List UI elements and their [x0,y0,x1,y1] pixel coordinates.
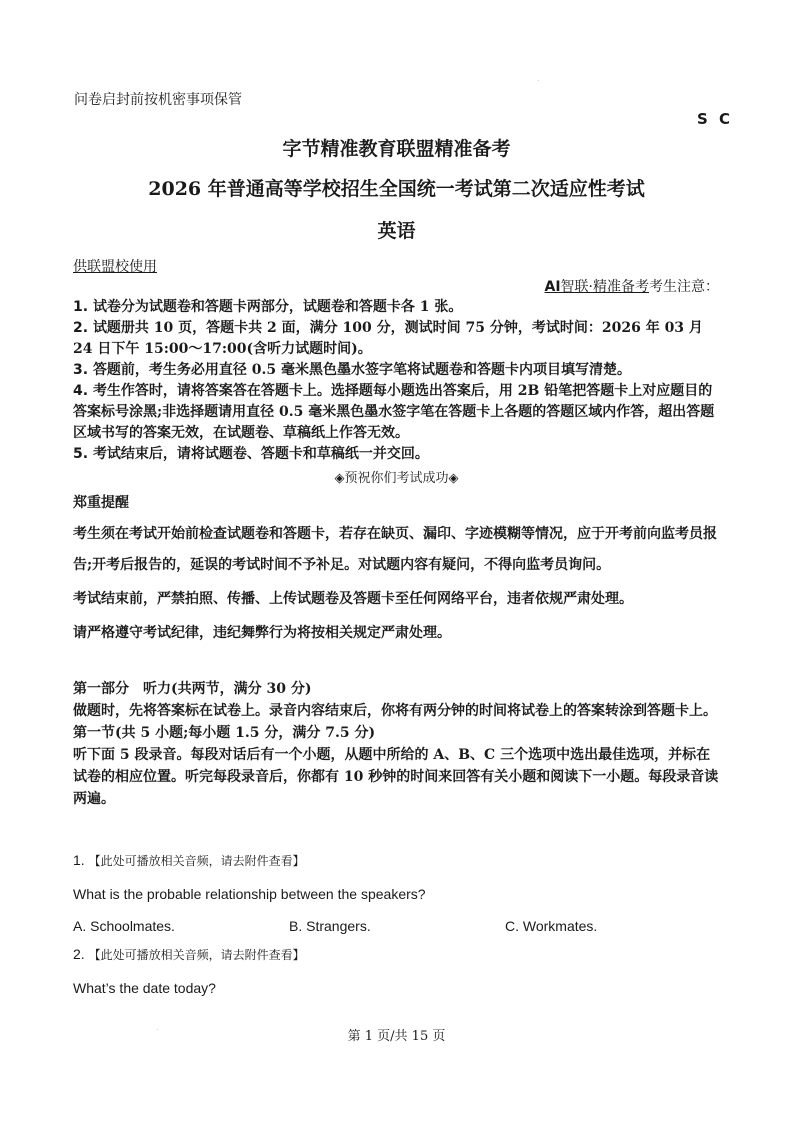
confidential-notice: 问卷启封前按机密事项保管 [74,92,242,108]
note-item: 5. 考试结束后，请将试题卷、答题卡和草稿纸一并交回。 [73,446,429,462]
audio-attachment-note[interactable]: 【此处可播放相关音频，请去附件查看】 [88,854,305,868]
reminder-paragraph: 请严格遵守考试纪律，违纪舞弊行为将按相关规定严肃处理。 [73,625,451,641]
ai-notice-heading [545,276,720,296]
page-number: 第 1 页/共 15 页 [347,1029,446,1044]
corner-mark: S C [697,110,734,128]
reminder-paragraph: 考生须在考试开始前检查试题卷和答题卡，若存在缺页、漏印、字迹模糊等情况，应于开考前向监考员报告;开考后报告的，延误的考试时间不予补足。对试题内容有疑问，不得向监考员询问。 [73,526,717,573]
listening-part [73,678,723,810]
section-title: 第一节(共 5 小题;每小题 1.5 分，满分 7.5 分) [73,725,376,741]
option-a: A. Schoolmates. [73,918,175,934]
ai-brand: AI [544,279,561,295]
section-instruction: 听下面 5 段录音。每段对话后有一个小题，从题中所给的 A、B、C 三个选项中选出最佳选项，并标在试卷的相应位置。听完每段录音后，你都有 10 秒钟的时间来回答有关小题和阅读下一小题。每段录音读两遍。 [73,747,719,807]
league-title: 字节精准教育联盟精准备考 [282,138,511,160]
subject-title: 英语 [377,220,416,242]
reminder-heading: 郑重提醒 [73,495,129,511]
note-item: 1. 试卷分为试题卷和答题卡两部分，试题卷和答题卡各 1 张。 [73,299,463,315]
exam-title: 2026 年普通高等学校招生全国统一考试第二次适应性考试 [148,178,645,200]
notice-label: 考生注意： [649,279,719,295]
part-instruction: 做题时，先将答案标在试卷上。录音内容结束后，你将有两分钟的时间将试卷上的答案转涂到答题卡上。 [73,703,717,719]
exam-notes [73,297,723,465]
audio-attachment-note[interactable]: 【此处可播放相关音频，请去附件查看】 [88,948,305,962]
note-item: 2. 试题册共 10 页，答题卡共 2 面，满分 100 分，测试时间 75 分钟，考试时间：2026 年 03 月 24 日下午 15:00～17:00(含听力试题时间)。 [73,320,703,357]
league-use-label: 供联盟校使用 [73,259,157,275]
good-luck-line: ◈预祝你们考试成功◈ [334,471,459,486]
question-2-text: What’s the date today? [73,980,216,996]
note-item: 3. 答题前，考生务必用直径 0.5 毫米黑色墨水签字笔将试题卷和答题卡内项目填写清楚。 [73,362,632,378]
ai-brand-rest: 智联·精准备考 [560,279,649,295]
reminder-body [73,519,723,652]
question-2-header: 2. 【此处可播放相关音频，请去附件查看】 [73,946,305,962]
option-b: B. Strangers. [289,918,371,934]
question-1-header: 1. 【此处可播放相关音频，请去附件查看】 [73,852,305,868]
note-item: 4. 考生作答时，请将答案答在答题卡上。选择题每小题选出答案后，用 2B 铅笔把答题卡上对应题目的答案标号涂黑;非选择题请用直径 0.5 毫米黑色墨水签字笔在答题卡上各题的答题区域内作答，超出答题区域书写的答案无效，在试题卷、草稿纸上作答无效。 [73,383,715,441]
option-c: C. Workmates. [505,918,598,934]
reminder-paragraph: 考试结束前，严禁拍照、传播、上传试题卷及答题卡至任何网络平台，违者依规严肃处理。 [73,591,633,607]
question-1-text: What is the probable relationship between the speakers? [73,886,426,902]
part-title: 第一部分 听力(共两节，满分 30 分) [73,681,312,697]
scan-speck [538,80,539,81]
